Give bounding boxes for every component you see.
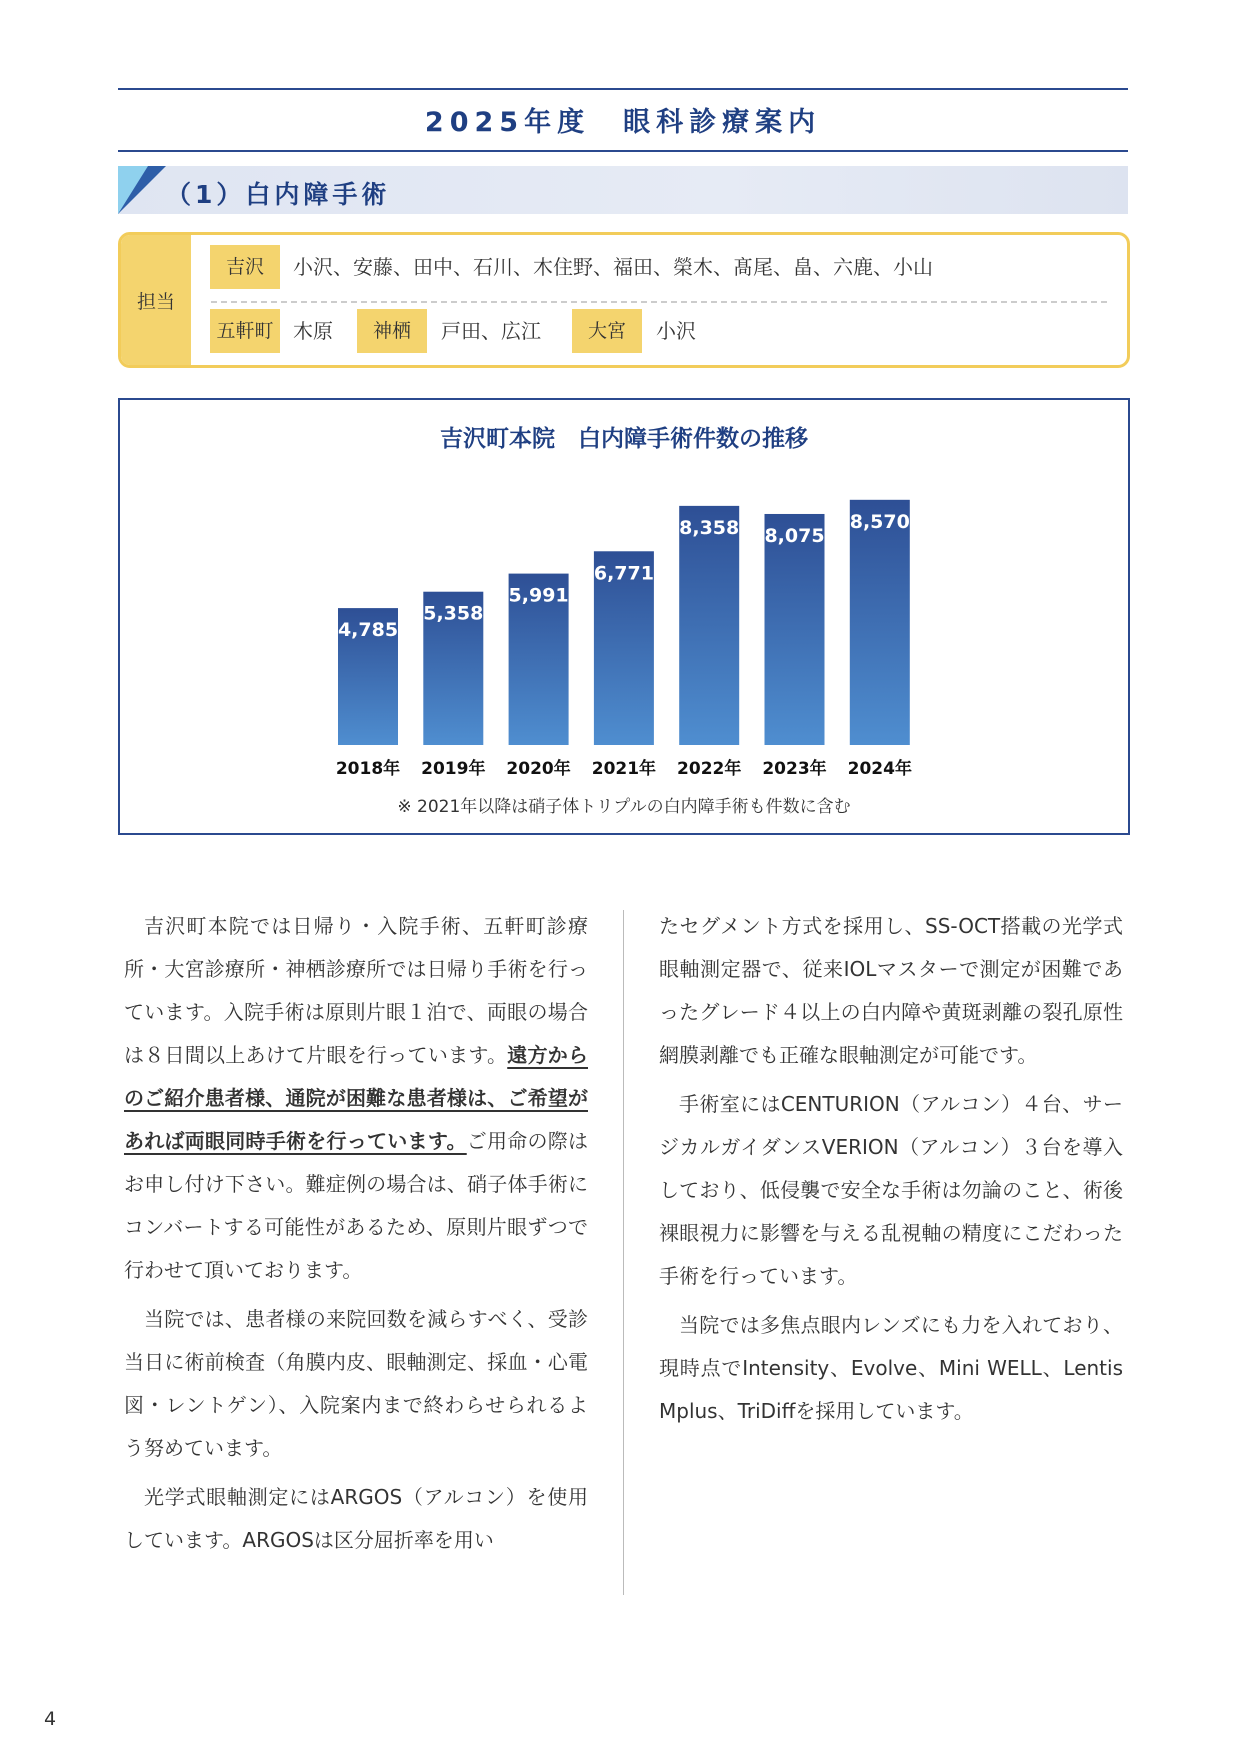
x-tick-label: 2023年 xyxy=(762,759,827,779)
x-tick-label: 2020年 xyxy=(506,759,571,779)
bar-value-label: 8,075 xyxy=(764,524,825,547)
bar-2024年 xyxy=(850,500,910,745)
bar-2022年 xyxy=(679,506,739,745)
staff-names-gokencho: 木原 xyxy=(293,319,333,343)
paragraph-preop: 当院では、患者様の来院回数を減らすべく、受診当日に術前検査（角膜内皮、眼軸測定、採血・心電図・レントゲン）、入院案内まで終わらせられるよう努めています。 xyxy=(124,1307,588,1460)
staff-names-yoshizawa: 小沢、安藤、田中、石川、木住野、福田、榮木、髙尾、畠、六鹿、小山 xyxy=(293,255,933,279)
bar-value-label: 6,771 xyxy=(593,562,654,585)
x-tick-label: 2022年 xyxy=(677,759,742,779)
staff-label: 担当 xyxy=(136,291,175,313)
bar-value-label: 8,570 xyxy=(849,510,910,533)
bar-value-label: 5,358 xyxy=(423,602,484,625)
emphasis-text: 遠方からのご紹介患者様、通院が困難な患者様は、ご希望があれば両眼同時手術を行っています。 xyxy=(124,1043,588,1153)
paragraph-text: ご用命の際はお申し付け下さい。難症例の場合は、硝子体手術にコンバートする可能性があるため、原則片眼ずつで行わせて頂いております。 xyxy=(124,1129,589,1282)
staff-names-omiya: 小沢 xyxy=(656,319,696,343)
bar-2023年 xyxy=(765,514,825,745)
paragraph-argos-cont: たセグメント方式を採用し、SS-OCT搭載の光学式眼軸測定器で、従来IOLマスターで測定が困難であったグレード４以上の白内障や黄斑剥離の裂孔原性網膜剥離でも正確な眼軸測定が可能です。 xyxy=(659,914,1123,1067)
staff-tag-gokencho: 五軒町 xyxy=(210,309,280,353)
column-divider xyxy=(623,910,624,1595)
bar-value-label: 4,785 xyxy=(337,619,399,642)
staff-tag-omiya: 大宮 xyxy=(572,309,642,353)
section-heading xyxy=(118,166,1128,214)
chart-title: 吉沢町本院 白内障手術件数の推移 xyxy=(440,426,808,452)
bar-chart xyxy=(120,400,1128,833)
x-tick-label: 2021年 xyxy=(591,759,657,779)
staff-tag-kamisu: 神栖 xyxy=(357,309,427,353)
body-column-right xyxy=(659,905,1123,1439)
section-accent-light xyxy=(118,166,148,214)
chart-note: ※ 2021年以降は硝子体トリプルの白内障手術も件数に含む xyxy=(397,797,851,817)
bar-value-label: 5,991 xyxy=(508,584,569,607)
body-column-left xyxy=(124,905,588,1568)
staff-box xyxy=(118,232,1130,368)
staff-label-column xyxy=(121,235,191,365)
page-number: 4 xyxy=(44,1708,57,1730)
header-band xyxy=(118,88,1128,152)
paragraph-equipment: 手術室にはCENTURION（アルコン）４台、サージカルガイダンスVERION（アルコン）３台を導入しており、低侵襲で安全な手術は勿論のこと、術後裸眼視力に影響を与える乱視軸の精度にこだわった手術を行っています。 xyxy=(659,1092,1123,1288)
staff-divider xyxy=(211,301,1107,303)
paragraph-text: 吉沢町本院では日帰り・入院手術、五軒町診療所・大宮診療所・神栖診療所では日帰り手術を行っています。入院手術は原則片眼１泊で、両眼の場合は８日間以上あけて片眼を行っています。 xyxy=(124,914,588,1067)
staff-tag-yoshizawa: 吉沢 xyxy=(210,245,280,289)
page-title: 2025年度 眼科診療案内 xyxy=(424,107,822,138)
staff-names-kamisu: 戸田、広江 xyxy=(441,319,541,343)
section-title: （1）白内障手術 xyxy=(166,180,391,209)
x-tick-label: 2024年 xyxy=(847,759,912,779)
chart-box xyxy=(118,398,1130,835)
x-tick-label: 2019年 xyxy=(421,759,486,779)
x-tick-label: 2018年 xyxy=(335,759,401,779)
bar-value-label: 8,358 xyxy=(679,516,740,539)
paragraph-surgery-overview xyxy=(124,905,588,1292)
paragraph-argos: 光学式眼軸測定にはARGOS（アルコン）を使用しています。ARGOSは区分屈折率を用い xyxy=(124,1485,588,1552)
paragraph-multifocal: 当院では多焦点眼内レンズにも力を入れており、現時点でIntensity、Evolve、Mini WELL、Lentis Mplus、TriDiffを採用しています。 xyxy=(659,1313,1123,1423)
